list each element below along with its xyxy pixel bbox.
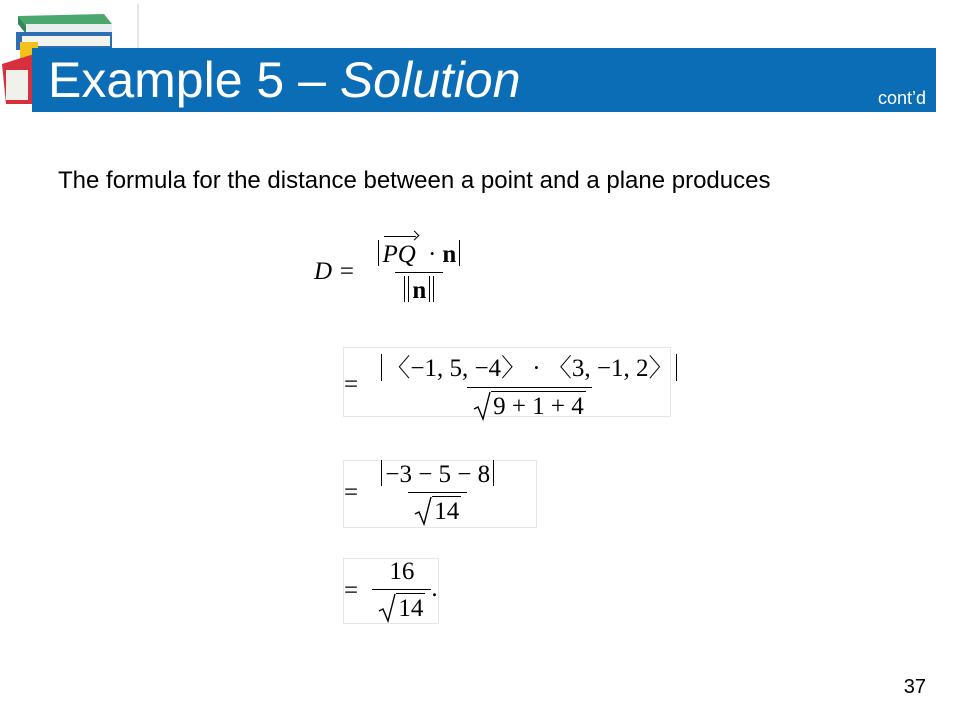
fraction-2 xyxy=(372,348,686,421)
vector-pq: PQ xyxy=(382,240,416,268)
fraction-numerator xyxy=(369,240,469,272)
numerator-2 xyxy=(372,348,686,387)
abs-bar-right xyxy=(493,460,494,486)
abs-bar-right xyxy=(676,354,677,380)
abs-bar-right xyxy=(459,240,460,266)
normal-vector-den: n xyxy=(412,276,427,304)
norm-bar-left xyxy=(404,276,409,302)
fraction-denominator xyxy=(395,272,443,305)
numerator-4: 16 xyxy=(389,558,415,585)
radicand-3: 14 xyxy=(434,497,460,525)
fraction-4 xyxy=(372,558,431,623)
norm-bar-right xyxy=(429,276,434,302)
intro-text: The formula for the distance between a point and a plane produces xyxy=(58,167,771,194)
fraction-3 xyxy=(372,460,503,526)
square-root xyxy=(473,391,586,421)
title-italic: Solution xyxy=(339,52,521,108)
distance-lhs: D = xyxy=(314,258,356,286)
equation-line-4 xyxy=(344,558,438,623)
equals-sign: = xyxy=(344,478,359,506)
distance-fraction xyxy=(369,240,469,305)
square-root xyxy=(378,593,425,623)
dot-product-expression: 〈−1, 5, −4〉 · 〈3, −1, 2〉 xyxy=(385,355,674,382)
denominator-3 xyxy=(408,492,467,526)
equation-line-2 xyxy=(344,348,686,421)
denominator-2 xyxy=(467,387,592,421)
abs-bar-left xyxy=(381,460,382,486)
title-main: Example 5 – xyxy=(48,52,340,108)
period: . xyxy=(431,575,438,603)
square-root xyxy=(414,496,461,526)
equals-sign: = xyxy=(344,370,359,398)
dot-operator: · xyxy=(428,240,437,268)
contd-label: cont’d xyxy=(877,88,926,108)
equation-line-3 xyxy=(344,460,503,526)
equals-sign: = xyxy=(344,576,359,604)
equation-line-1 xyxy=(314,240,469,305)
page-number: 37 xyxy=(903,676,926,698)
sum-expression: −3 − 5 − 8 xyxy=(385,460,491,488)
denominator-4 xyxy=(372,589,431,623)
numerator-3 xyxy=(372,460,503,492)
normal-vector: n xyxy=(442,240,457,268)
radicand-2: 9 + 1 + 4 xyxy=(493,393,584,420)
slide-title xyxy=(48,52,521,108)
abs-bar-left xyxy=(378,240,379,266)
radicand-4: 14 xyxy=(398,595,424,622)
abs-bar-left xyxy=(381,354,382,380)
